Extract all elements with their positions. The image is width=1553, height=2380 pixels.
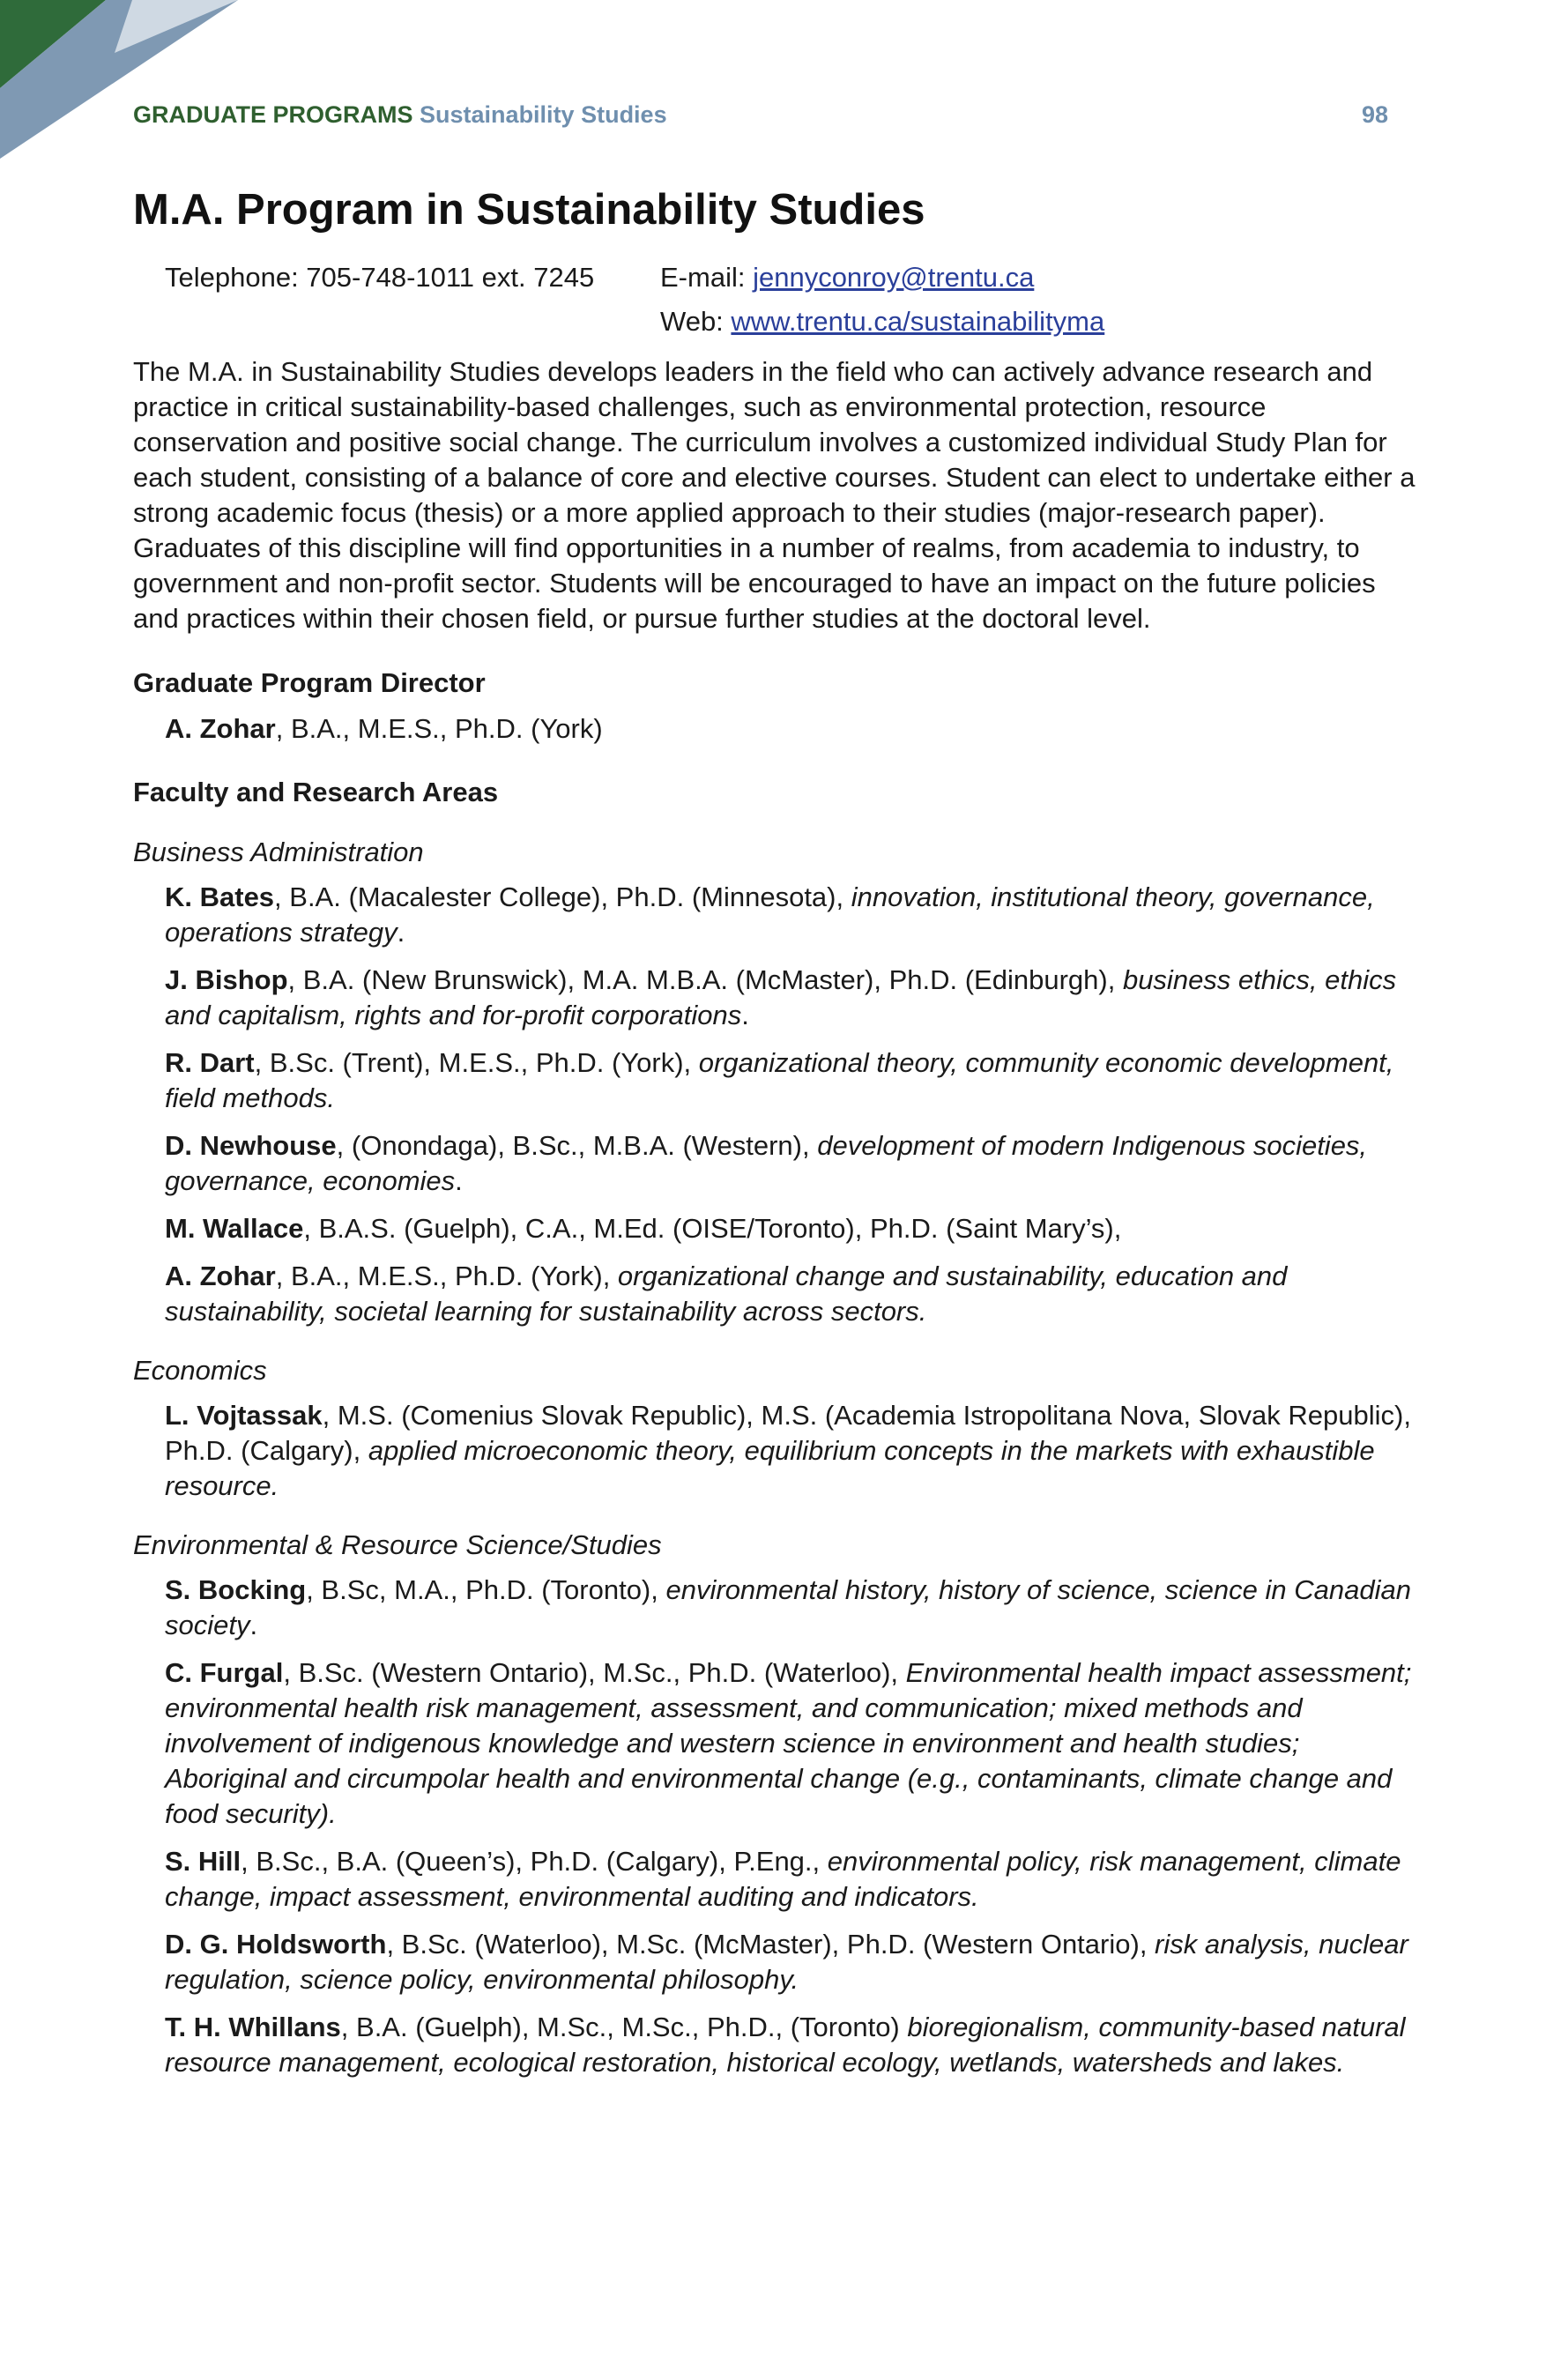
faculty-credentials: , B.A., M.E.S., Ph.D. (York), (275, 1261, 618, 1291)
faculty-entry (165, 1128, 1425, 1199)
faculty-entry-end: . (741, 1000, 749, 1030)
faculty-entry-end: . (397, 917, 405, 948)
director-entry (165, 710, 1429, 747)
faculty-entry (165, 1655, 1425, 1832)
faculty-name: M. Wallace (165, 1213, 304, 1244)
category-heading: Business Administration (133, 837, 424, 867)
faculty-credentials: , B.Sc. (Western Ontario), M.Sc., Ph.D. (Waterloo), (283, 1657, 906, 1688)
faculty-entry (165, 880, 1425, 950)
faculty-research-areas: development of modern Indigenous societies, governance, economies (165, 1130, 1368, 1196)
faculty-list (133, 834, 1429, 2080)
director-name: A. Zohar (165, 713, 276, 744)
faculty-credentials: , B.A. (New Brunswick), M.A. M.B.A. (McMaster), Ph.D. (Edinburgh), (287, 964, 1123, 995)
faculty-name: T. H. Whillans (165, 2012, 341, 2042)
page-number: 98 (1361, 101, 1388, 128)
web-line (660, 300, 1104, 344)
faculty-entry (165, 1211, 1425, 1246)
faculty-entry-end: . (455, 1165, 463, 1196)
faculty-name: A. Zohar (165, 1261, 276, 1291)
corner-decoration (0, 0, 238, 159)
faculty-entry (165, 1844, 1425, 1915)
director-credentials: , B.A., M.E.S., Ph.D. (York) (275, 713, 603, 744)
intro-paragraph: The M.A. in Sustainability Studies develops leaders in the field who can actively advance research and practice in critical sustainability-based challenges, such as environmental protection, resource conservation and positive social change. The curriculum involves a customized individual Study Plan for each student, consisting of a balance of core and elective courses. Student can elect to undertake either a strong academic focus (thesis) or a more applied approach to their studies (major-research paper). Graduates of this discipline will find opportunities in a number of realms, from academia to industry, to government and non-profit sector. Students will be encouraged to have an impact on the future policies and practices within their chosen field, or pursue further studies at the doctoral level. (133, 356, 1416, 634)
faculty-entry-end: . (249, 1610, 258, 1640)
category-heading: Environmental & Resource Science/Studies (133, 1529, 662, 1560)
web-link[interactable]: www.trentu.ca/sustainabilityma (731, 306, 1105, 337)
faculty-credentials: , B.A. (Macalester College), Ph.D. (Minnesota), (274, 881, 851, 912)
faculty-research-areas: bioregionalism, community-based natural resource management, ecological restoration, historical ecology, wetlands, watersheds and lakes. (165, 2012, 1406, 2078)
faculty-research-areas: organizational change and sustainability, education and sustainability, societal learning for sustainability across sectors. (165, 1261, 1288, 1327)
faculty-credentials: , (Onondaga), B.Sc., M.B.A. (Western), (336, 1130, 818, 1161)
faculty-credentials: , B.Sc. (Waterloo), M.Sc. (McMaster), Ph.D. (Western Ontario), (386, 1929, 1155, 1960)
faculty-research-areas: Environmental health impact assessment; environmental health risk management, assessment, and communication; mixed methods and involvement of indigenous knowledge and western science in environment and health studies; Aboriginal and circumpolar health and environmental change (e.g., contaminants, climate change and food security). (165, 1657, 1412, 1829)
faculty-research-areas: applied microeconomic theory, equilibrium concepts in the markets with exhaustible resource. (165, 1435, 1375, 1501)
email-line (660, 256, 1034, 300)
page-title: M.A. Program in Sustainability Studies (133, 186, 925, 234)
faculty-name: L. Vojtassak (165, 1400, 323, 1431)
faculty-entry (165, 1573, 1425, 1643)
faculty-name: J. Bishop (165, 964, 288, 995)
faculty-name: K. Bates (165, 881, 275, 912)
faculty-entry (165, 963, 1425, 1033)
faculty-heading: Faculty and Research Areas (133, 777, 499, 807)
header-section: GRADUATE PROGRAMS (133, 101, 413, 128)
faculty-name: S. Hill (165, 1846, 241, 1877)
email-link[interactable]: jennyconroy@trentu.ca (753, 262, 1035, 293)
faculty-name: S. Bocking (165, 1574, 307, 1605)
telephone: Telephone: 705-748-1011 ext. 7245 (165, 262, 595, 293)
faculty-credentials: , B.Sc, M.A., Ph.D. (Toronto), (306, 1574, 666, 1605)
faculty-research-areas: environmental policy, risk management, climate change, impact assessment, environmental auditing and indicators. (165, 1846, 1401, 1912)
faculty-credentials: , B.Sc. (Trent), M.E.S., Ph.D. (York), (254, 1047, 699, 1078)
faculty-credentials: , B.A. (Guelph), M.Sc., M.Sc., Ph.D., (Toronto) (340, 2012, 908, 2042)
running-header (133, 99, 1388, 130)
faculty-entry (165, 1259, 1425, 1329)
web-label: Web: (660, 306, 732, 337)
faculty-credentials: , B.A.S. (Guelph), C.A., M.Ed. (OISE/Toronto), Ph.D. (Saint Mary’s), (303, 1213, 1122, 1244)
faculty-research-areas: business ethics, ethics and capitalism, rights and for-profit corporations (165, 964, 1397, 1030)
faculty-entry (165, 1398, 1425, 1504)
director-heading: Graduate Program Director (133, 667, 486, 698)
page-content (133, 183, 1429, 2093)
faculty-credentials: , B.Sc., B.A. (Queen’s), Ph.D. (Calgary), P.Eng., (241, 1846, 828, 1877)
header-subsection: Sustainability Studies (420, 101, 667, 128)
faculty-research-areas: organizational theory, community economic development, field methods. (165, 1047, 1394, 1113)
category-heading: Economics (133, 1355, 267, 1386)
faculty-entry (165, 1927, 1425, 1997)
faculty-entry (165, 1045, 1425, 1116)
contact-block (133, 256, 1429, 347)
faculty-credentials: , M.S. (Comenius Slovak Republic), M.S. (Academia Istropolitana Nova, Slovak Republic), Ph.D. (Calgary), (165, 1400, 1411, 1466)
faculty-entry (165, 2010, 1425, 2080)
faculty-research-areas: innovation, institutional theory, governance, operations strategy (165, 881, 1375, 948)
email-label: E-mail: (660, 262, 754, 293)
faculty-name: D. G. Holdsworth (165, 1929, 387, 1960)
faculty-research-areas: risk analysis, nuclear regulation, science policy, environmental philosophy. (165, 1929, 1408, 1995)
faculty-research-areas: environmental history, history of science, science in Canadian society (165, 1574, 1411, 1640)
faculty-name: D. Newhouse (165, 1130, 337, 1161)
faculty-name: R. Dart (165, 1047, 255, 1078)
faculty-name: C. Furgal (165, 1657, 284, 1688)
